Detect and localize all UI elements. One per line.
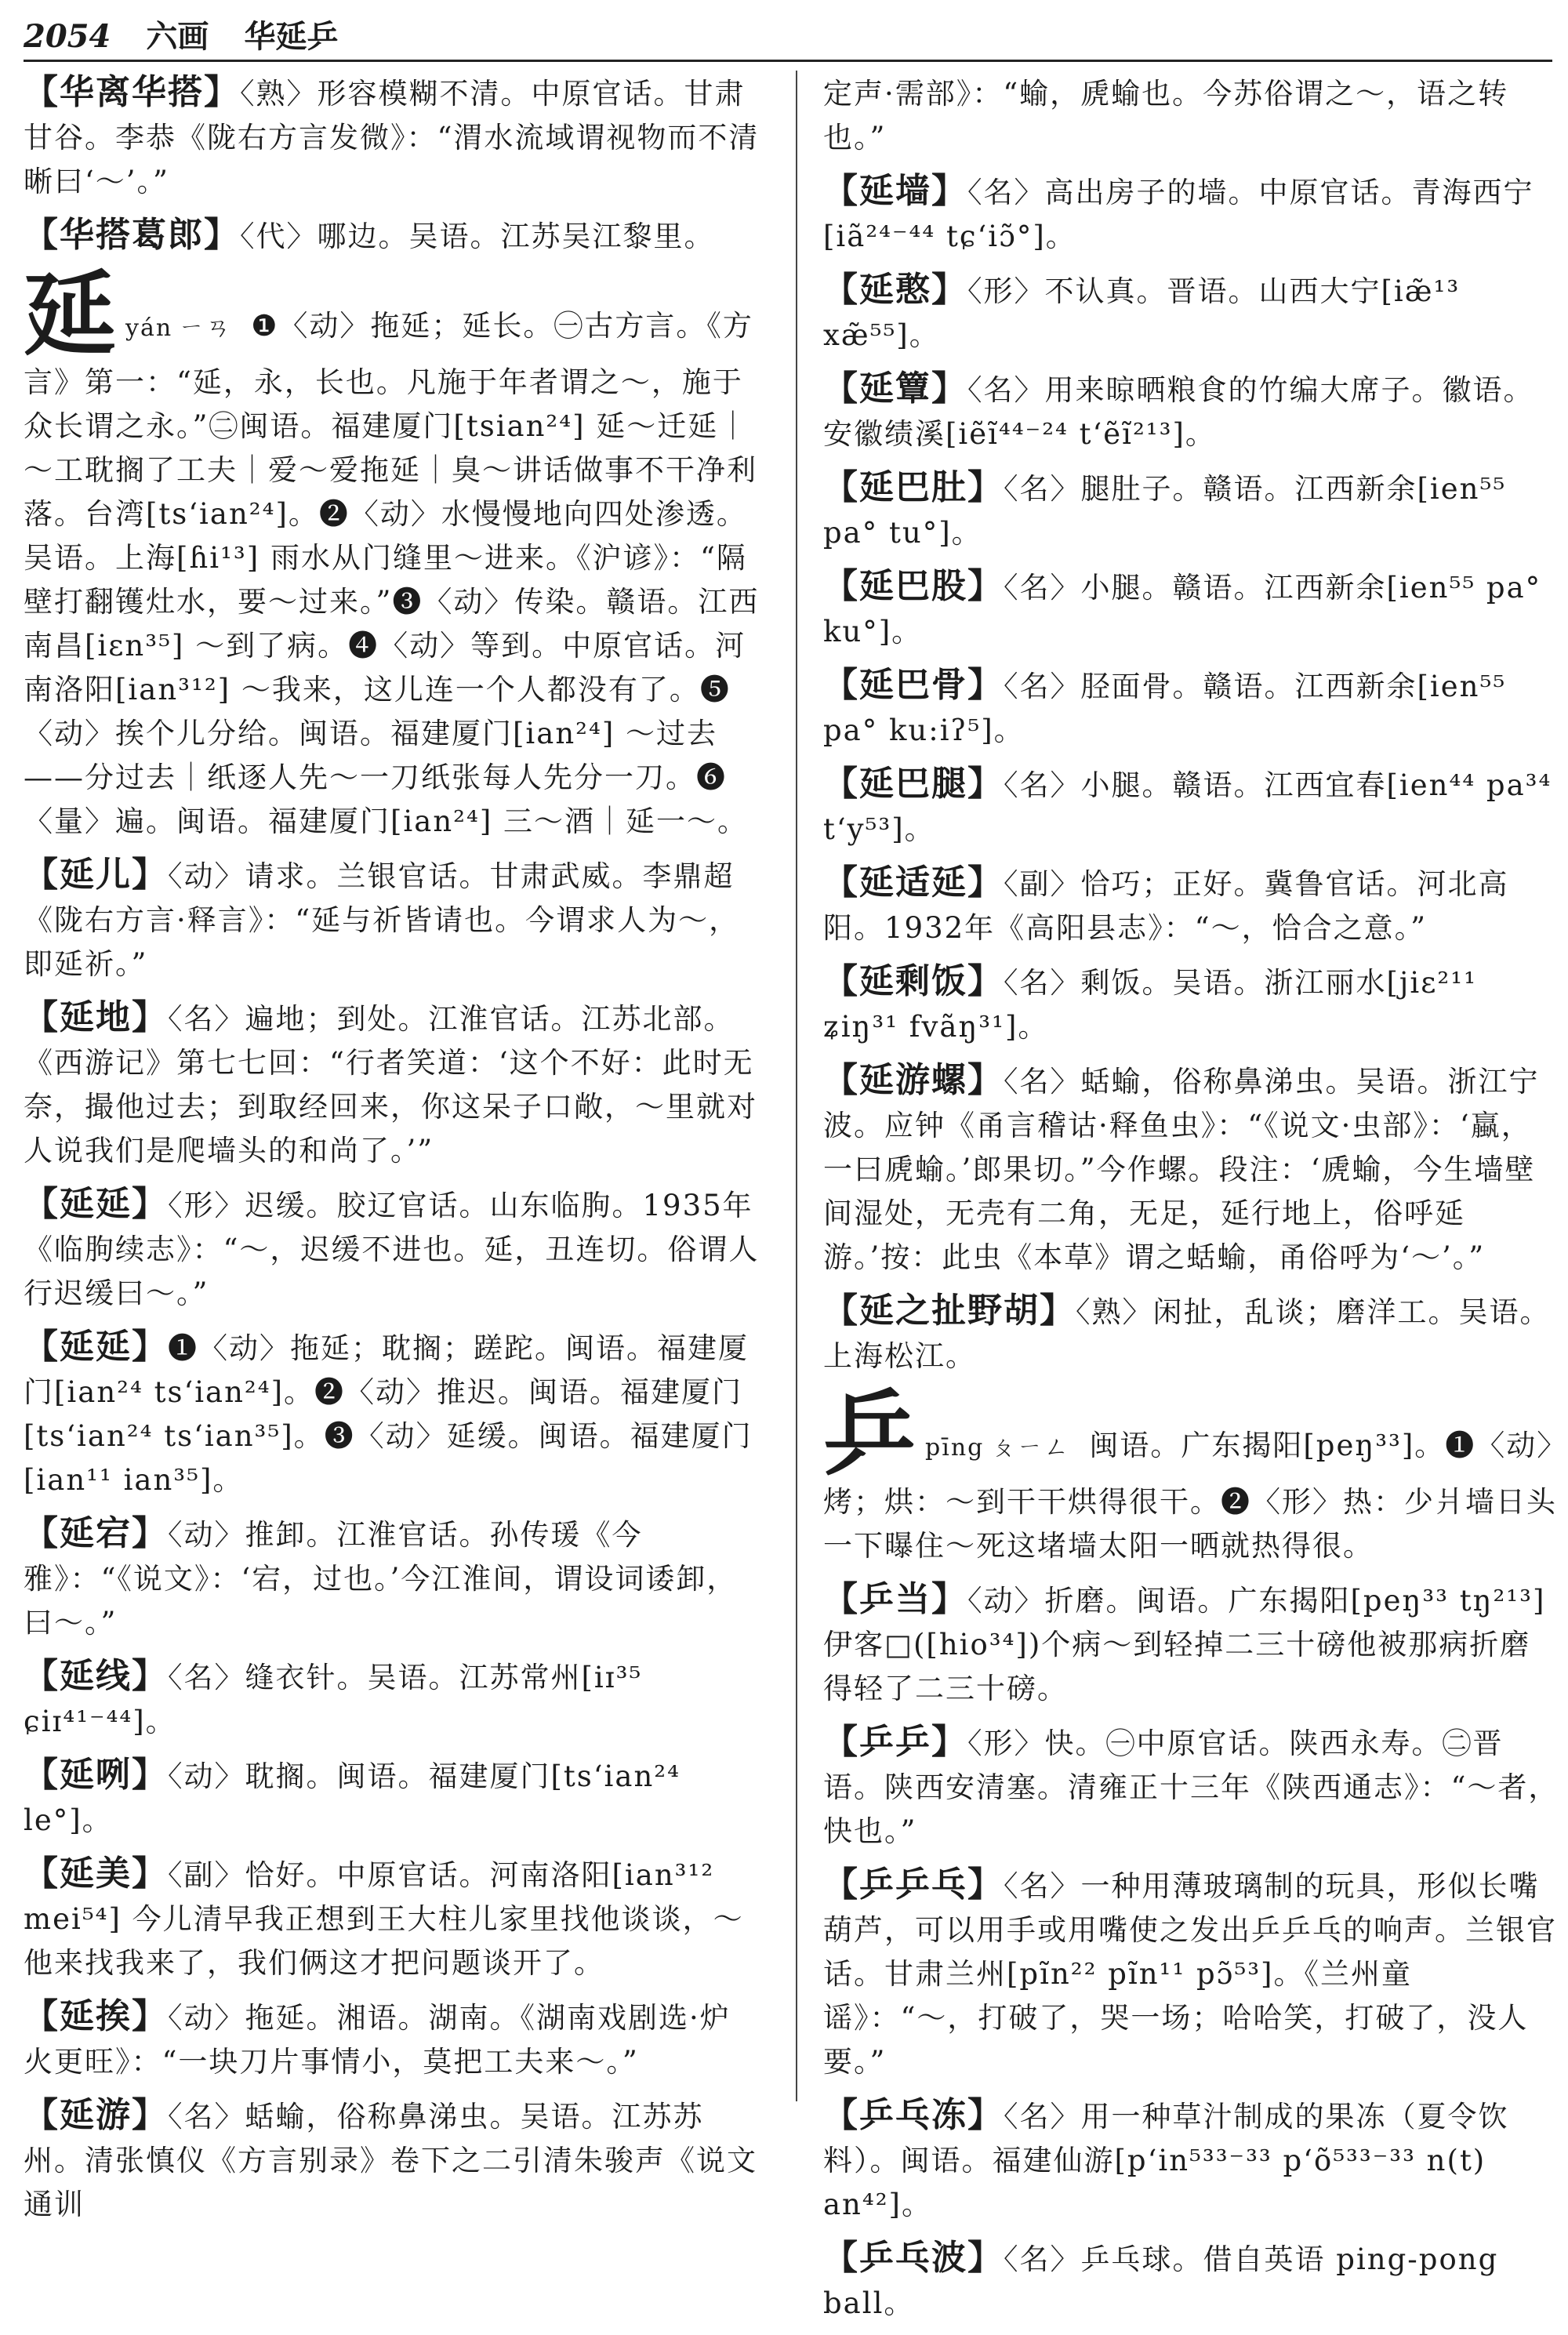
entry-headword: 【延延】 (24, 1184, 168, 1224)
dictionary-entry (823, 1059, 1560, 1280)
entry-headword: 【延游螺】 (823, 1060, 1004, 1100)
dictionary-entry (823, 1289, 1560, 1378)
entry-definition: 定声·需部》：“蝓，虒蝓也。今苏俗谓之～，语之转也。” (823, 77, 1509, 154)
head-character: 乒 (823, 1380, 918, 1488)
entry-definition: 〈名〉小腿。赣语。江西新余[ien⁵⁵ pa° ku°]。 (823, 571, 1542, 648)
entry-definition: 〈名〉蛞蝓，俗称鼻涕虫。吴语。浙江宁波。应钟《甬言稽诂·释鱼虫》：“《说文·虫部》：‘蠃，一曰虒蝓。’郎果切。”今作螺。段注：‘虒蝓，今生墙壁间湿处，无壳有二角，无足，延行地上，俗呼延游。’按：此虫《本草》谓之蛞蝓，甬俗呼为‘～’。” (823, 1065, 1540, 1274)
stroke-section: 六画 (146, 19, 209, 55)
dictionary-entry (24, 1753, 760, 1843)
entry-definition: 〈形〉迟缓。胶辽官话。山东临朐。1935年《临朐续志》：“～，迟缓不进也。延，丑连切。俗谓人行迟缓曰～。” (24, 1189, 760, 1310)
page-number: 2054 (24, 18, 111, 55)
dictionary-entry (24, 1654, 760, 1744)
entry-headword: 【华搭葛郎】 (24, 215, 240, 255)
entry-headword: 【延延】 (24, 1327, 168, 1367)
entry-definition: 〈副〉恰巧；正好。冀鲁官话。河北高阳。1932年《高阳县志》：“～，恰合之意。” (823, 867, 1509, 945)
dictionary-entry (823, 466, 1560, 555)
dictionary-entry (823, 861, 1560, 950)
entry-headword: 【延适延】 (823, 862, 1004, 902)
entry-definition: 〈名〉胫面骨。赣语。江西新余[ien⁵⁵ pa° ku:iʔ⁵]。 (823, 670, 1507, 747)
pinyin: yán (125, 314, 173, 342)
entry-headword: 【延地】 (24, 997, 168, 1037)
dictionary-entry (823, 1578, 1560, 1711)
left-column (24, 71, 760, 2236)
entry-headword: 【乒乒乓】 (823, 1865, 1004, 1905)
dictionary-entry (24, 1325, 760, 1502)
entry-definition: 〈名〉用来晾晒粮食的竹编大席子。徽语。安徽绩溪[iẽĩ⁴⁴⁻²⁴ t‘ẽĩ²¹³]。 (823, 373, 1534, 451)
dictionary-entry (24, 2094, 760, 2227)
dictionary-entry (823, 762, 1560, 852)
dictionary-entry (823, 268, 1560, 358)
entry-definition: 〈名〉腿肚子。赣语。江西新余[ien⁵⁵ pa° tu°]。 (823, 472, 1507, 550)
dictionary-entry (823, 367, 1560, 456)
dictionary-entry (823, 565, 1560, 654)
dictionary-entry (24, 853, 760, 986)
dictionary-entry (823, 663, 1560, 753)
dictionary-entry (823, 1863, 1560, 2084)
entry-headword: 【乒乓冻】 (823, 2095, 1004, 2135)
dictionary-entry (823, 2236, 1560, 2326)
entry-definition: 〈动〉耽搁。闽语。福建厦门[ts‘ian²⁴ le°]。 (24, 1759, 681, 1837)
entry-headword: 【延憨】 (823, 270, 967, 310)
entry-definition: 闽语。广东揭阳[peŋ³³]。❶〈动〉烤；烘：～到干干烘得很干。❷〈形〉热：少爿墙日头一下曝住～死这堵墙太阳一晒就热得很。 (823, 1429, 1557, 1563)
entry-headword: 【延巴腿】 (823, 764, 1004, 804)
entry-definition: 〈名〉缝衣针。吴语。江苏常州[iɪ³⁵ ɕiɪ⁴¹⁻⁴⁴]。 (24, 1661, 643, 1738)
continued-entry (823, 71, 1560, 160)
entry-definition: 〈形〉快。㊀中原官话。陕西永寿。㊁晋语。陕西安清塞。清雍正十三年《陕西通志》：“～者，快也。” (823, 1727, 1559, 1848)
dictionary-entry (24, 1182, 760, 1316)
entry-definition: 〈代〉哪边。吴语。江苏吴江黎里。 (240, 220, 715, 253)
page-header (24, 14, 1552, 62)
entry-headword: 【延巴肚】 (823, 467, 1004, 507)
entry-headword: 【乒乒】 (823, 1722, 967, 1762)
dictionary-entry (823, 1720, 1560, 1854)
entry-definition: 〈名〉用一种草汁制成的果冻（夏令饮料）。闽语。福建仙游[p‘in⁵³³⁻³³ p‘õ⁵³³⁻³³ n(t) an⁴²]。 (823, 2100, 1509, 2221)
dictionary-entry (24, 71, 760, 204)
entry-definition: 〈名〉高出房子的墙。中原官话。青海西宁[iã²⁴⁻⁴⁴ tɕ‘iɔ̃°]。 (823, 176, 1534, 253)
entry-definition: 〈名〉遍地；到处。江淮官话。江苏北部。《西游记》第七七回：“行者笑道：‘这个不好：此时无奈，撮他过去；到取经回来，你这呆子口敞，～里就对人说我们是爬墙头的和尚了。’” (24, 1002, 757, 1168)
dictionary-entry (823, 960, 1560, 1049)
entry-headword: 【延剩饭】 (823, 961, 1004, 1001)
entry-definition: 〈副〉恰好。中原官话。河南洛阳[ian³¹² mei⁵⁴] 今儿清早我正想到王大柱儿家里找他谈谈，～他来找我来了，我们俩这才把问题谈开了。 (24, 1858, 744, 1980)
entry-headword: 【延儿】 (24, 855, 168, 895)
entry-definition: 〈名〉蛞蝓，俗称鼻涕虫。吴语。江苏苏州。清张慎仪《方言别录》卷下之二引清朱骏声《说文通训 (24, 2100, 757, 2221)
entry-definition: 〈名〉剩饭。吴语。浙江丽水[jiɛ²¹¹ ʑiŋ³¹ fvãŋ³¹]。 (823, 966, 1477, 1044)
zhuyin: ㄧㄢ (179, 312, 233, 342)
dictionary-entry (24, 1995, 760, 2084)
entry-headword: 【延线】 (24, 1656, 168, 1696)
entry-definition: ❶〈动〉拖延；耽搁；蹉跎。闽语。福建厦门[ian²⁴ ts‘ian²⁴]。❷〈动〉推迟。闽语。福建厦门[ts‘ian²⁴ ts‘ian³⁵]。❸〈动〉延缓。闽语。福建厦门[ian¹¹ ian³⁵]。 (24, 1331, 753, 1497)
entry-headword: 【延簟】 (823, 369, 967, 409)
column-divider (796, 71, 797, 2101)
entry-definition: 〈名〉乒乓球。借自英语 ping-pong ball。 (823, 2242, 1499, 2320)
entry-headword: 【延之扯野胡】 (823, 1291, 1076, 1331)
entry-headword: 【乒当】 (823, 1579, 967, 1619)
header-characters: 华延乒 (244, 19, 339, 55)
dictionary-entry (24, 996, 760, 1173)
entry-definition: ❶〈动〉拖延；延长。㊀古方言。《方言》第一：“延，永，长也。凡施于年者谓之～，施于众长谓之永。”㊁闽语。福建厦门[tsian²⁴] 延～迁延｜～工耽搁了工夫｜爱～爱拖延｜臭～讲话做事不干净利落。台湾[ts‘ian²⁴]。❷〈动〉水慢慢地向四处渗透。吴语。上海[ɦi¹³] 雨水从门缝里～进来。《沪谚》：“隔壁打翻镬灶水，要～过来。”❸〈动〉传染。赣语。江西南昌[iɛn³⁵] ～到了病。❹〈动〉等到。中原官话。河南洛阳[ian³¹²] ～我来，这儿连一个人都没有了。❺〈动〉挨个儿分给。闽语。福建厦门[ian²⁴] ～过去——分过去｜纸逐人先～一刀纸张每人先分一刀。❻〈量〉遍。闽语。福建厦门[ian²⁴] 三～酒｜延一～。 (24, 309, 760, 838)
entry-headword: 【延墙】 (823, 171, 967, 211)
character-entry (823, 1380, 1560, 1568)
character-entry (24, 260, 760, 844)
entry-headword: 【延美】 (24, 1854, 168, 1894)
right-column (823, 71, 1560, 2335)
entry-headword: 【乒乓波】 (823, 2238, 1004, 2278)
entry-definition: 〈熟〉形容模糊不清。中原官话。甘肃甘谷。李恭《陇右方言发微》：“渭水流域谓视物而不清晰曰‘～’。” (24, 77, 760, 198)
entry-definition: 〈动〉折磨。闽语。广东揭阳[peŋ³³ tŋ²¹³] 伊客□([hio³⁴])个病～到轻掉二三十磅他被那病折磨得轻了二三十磅。 (823, 1584, 1546, 1705)
entry-definition: 〈名〉一种用薄玻璃制的玩具，形似长嘴葫芦，可以用手或用嘴使之发出乒乒乓的响声。兰银官话。甘肃兰州[pĩn²² pĩn¹¹ pɔ̃⁵³]。《兰州童谣》：“～，打破了，哭一场；哈哈笑，打破了，没人要。” (823, 1869, 1557, 2079)
entry-definition: 〈名〉小腿。赣语。江西宜春[ien⁴⁴ pa³⁴ t‘y⁵³]。 (823, 768, 1552, 846)
dictionary-entry (24, 213, 760, 259)
entry-headword: 【延挨】 (24, 1996, 168, 2036)
entry-definition: 〈动〉推卸。江淮官话。孙传瑗《今雅》：“《说文》：‘宕，过也。’今江淮间，谓设词诿卸，曰～。” (24, 1518, 738, 1640)
entry-headword: 【延游】 (24, 2095, 168, 2135)
dictionary-entry (24, 1512, 760, 1645)
entry-definition: 〈形〉不认真。晋语。山西大宁[iæ̃¹³ xæ̃⁵⁵]。 (823, 274, 1461, 352)
entry-headword: 【延巴股】 (823, 566, 1004, 606)
pinyin: pīng (925, 1434, 985, 1462)
entry-headword: 【华离华搭】 (24, 72, 240, 112)
zhuyin: ㄆㄧㄥ (990, 1432, 1071, 1462)
entry-headword: 【延巴骨】 (823, 665, 1004, 705)
entry-definition: 〈动〉拖延。湘语。湖南。《湖南戏剧选·炉火更旺》：“一块刀片事情小，莫把工夫来～。” (24, 2001, 731, 2079)
entry-headword: 【延宕】 (24, 1513, 168, 1553)
head-character: 延 (24, 260, 118, 369)
entry-definition: 〈熟〉闲扯，乱谈；磨洋工。吴语。上海松江。 (823, 1295, 1551, 1373)
dictionary-entry (823, 169, 1560, 259)
entry-headword: 【延咧】 (24, 1755, 168, 1795)
dictionary-entry (823, 2094, 1560, 2227)
entry-definition: 〈动〉请求。兰银官话。甘肃武威。李鼎超《陇右方言·释言》：“延与祈皆请也。今谓求人为～，即延祈。” (24, 859, 740, 981)
dictionary-entry (24, 1852, 760, 1985)
